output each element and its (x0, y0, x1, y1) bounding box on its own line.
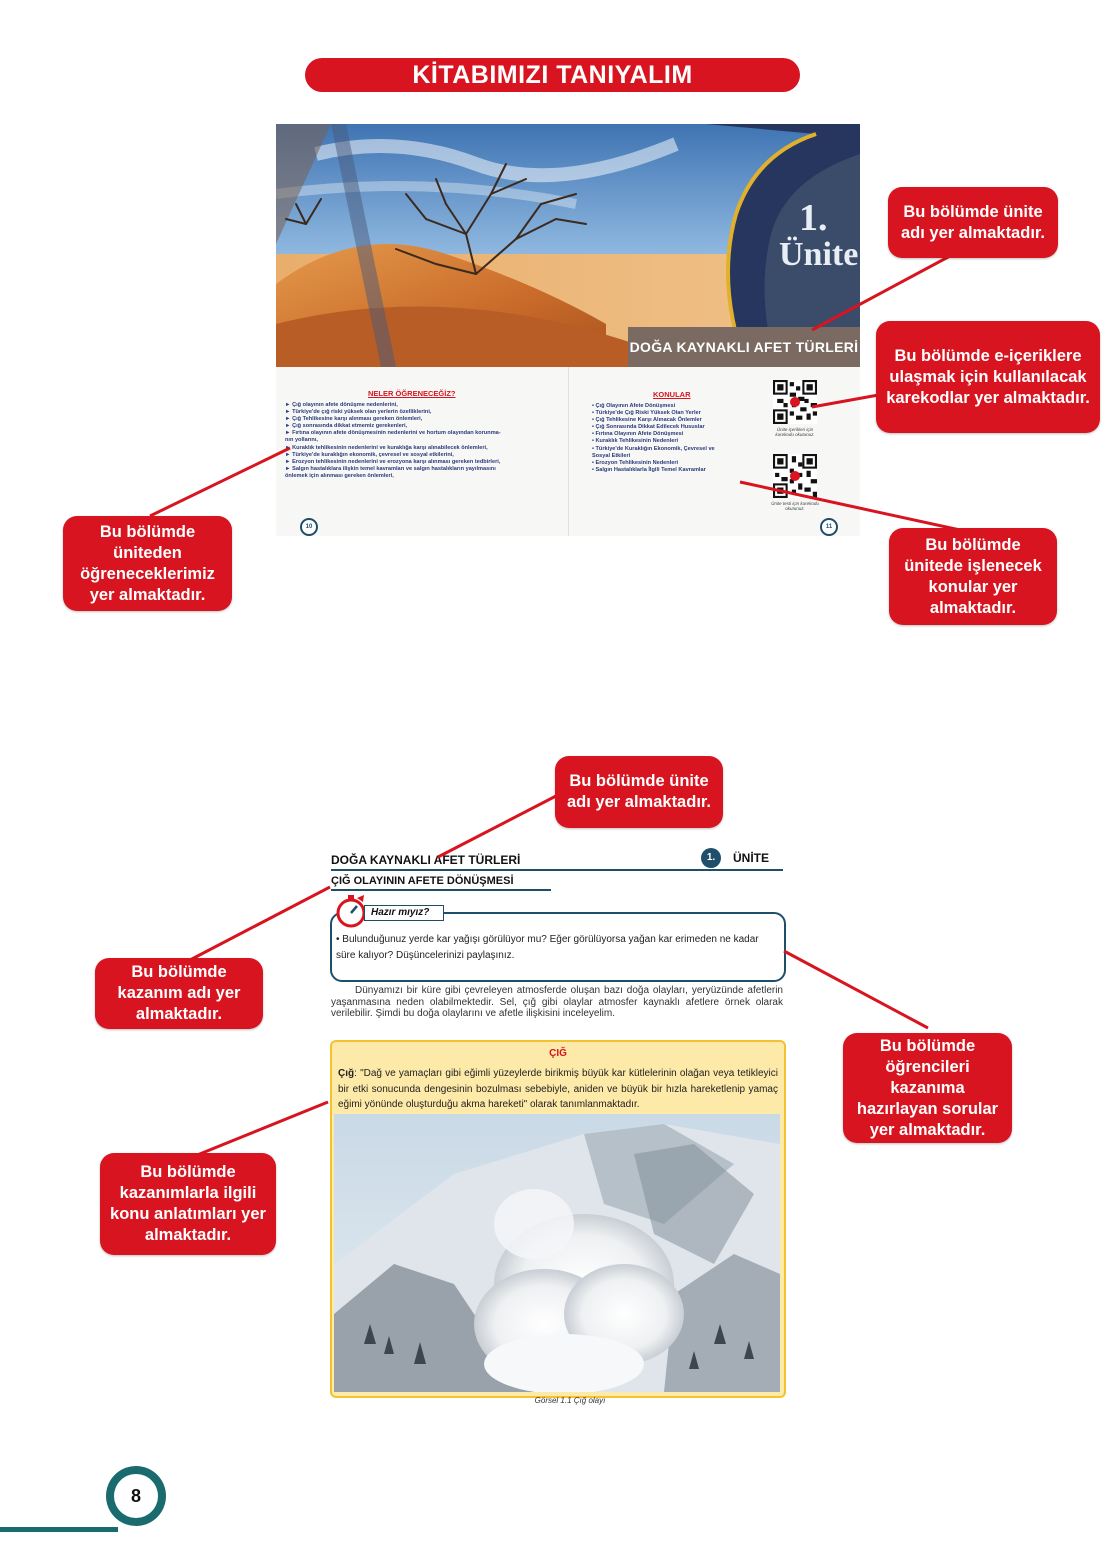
qr-caption: Ünite testi için karekodu okutunuz. (771, 501, 819, 511)
topics-list (592, 403, 715, 474)
list-item: ► Erozyon tehlikesinin nedenlerini ve erozyona karşı alınması gereken tedbirleri, (285, 458, 501, 465)
page-number-left: 10 (300, 518, 318, 536)
unit-label: ÜNİTE (733, 851, 769, 865)
page-number-right: 11 (820, 518, 838, 536)
list-item: • Çığ Sonrasında Dikkat Edilecek Hususlar (592, 424, 705, 431)
callout-prep-questions: Bu bölümde öğrencileri kazanıma hazırlayan sorular yer almaktadır. (843, 1033, 1012, 1143)
callout-qr-codes: Bu bölümde e-içeriklere ulaşmak için kullanılacak karekodlar yer almaktadır. (876, 321, 1100, 433)
divider (331, 889, 551, 891)
page-title: KİTABIMIZI TANIYALIM (305, 58, 800, 92)
unit-title: DOĞA KAYNAKLI AFET TÜRLERİ (331, 853, 521, 867)
list-item: nın yollarını, (285, 437, 318, 444)
list-item: ► Çığ Tehlikesine karşı alınması gereken önlemleri, (285, 416, 423, 423)
qr-caption: Ünite içerikleri için karekodu okutunuz. (775, 427, 815, 437)
unit-word: Ünite (779, 236, 859, 273)
page-number: 8 (114, 1474, 158, 1518)
list-item: • Türkiye'de Kuraklığın Ekonomik, Çevresel ve (592, 445, 715, 452)
learn-heading: NELER ÖĞRENECEĞİZ? (368, 389, 456, 398)
list-item: önlemek için alınması gereken önlemleri, (285, 472, 394, 479)
term: Çığ (338, 1068, 355, 1079)
list-item: • Salgın Hastalıklarla İlgili Temel Kavramlar (592, 466, 706, 473)
qr-code-icon[interactable] (773, 380, 817, 424)
unit-number: 1. (799, 197, 828, 239)
callout-unit-name-page: Bu bölümde ünite adı yer almaktadır. (555, 756, 723, 828)
page-gutter (568, 367, 569, 536)
unit-number-badge: 1. (701, 848, 721, 868)
intro-paragraph: Dünyamızı bir küre gibi çevreleyen atmosferde oluşan bazı doğa olayları, yeryüzünde afetlerin yaşanmasına neden olabilmektedir. Sel, çığ gibi olaylar atmosfer kaynaklı afetlere örnek olarak verilebilir. Şimdi bu doğa olaylarını ve afetle ilişkisini inceleyelim. (331, 985, 783, 1020)
callout-learning-goals: Bu bölümde üniteden öğreneceklerimiz yer almaktadır. (63, 516, 232, 611)
callout-content: Bu bölümde kazanımlarla ilgili konu anlatımları yer almaktadır. (100, 1153, 276, 1255)
content-box (330, 1040, 786, 1398)
list-item: ► Türkiye'de kuraklığın ekonomik, çevresel ve sosyal etkilerini, (285, 451, 454, 458)
callout-unit-name: Bu bölümde ünite adı yer almaktadır. (888, 187, 1058, 258)
unit-banner: DOĞA KAYNAKLI AFET TÜRLERİ (628, 327, 860, 367)
divider (331, 869, 783, 871)
list-item: Sosyal Etkileri (592, 452, 631, 459)
learn-list (285, 402, 501, 480)
kazanim-title: ÇIĞ OLAYININ AFETE DÖNÜŞMESİ (331, 875, 514, 887)
avalanche-photo (334, 1114, 780, 1392)
topics-heading: KONULAR (653, 390, 691, 399)
content-box-title: ÇIĞ (549, 1048, 567, 1059)
readiness-label: Hazır mıyız? (364, 905, 444, 921)
list-item: ► Türkiye'de çığ riski yüksek olan yerlerin özelliklerini, (285, 409, 432, 416)
definition: : "Dağ ve yamaçları gibi eğimli yüzeylerde birikmiş büyük kar kütlelerinin olağan veya tetikleyici bir etki sonucunda dengesinin bozulması sebebiyle, aniden ve büyük bir hızla hareketlenip yamaç eğimi yönünde oluşturduğu akma hareketi" olarak tanımlanmaktadır. (338, 1068, 778, 1110)
callout-kazanim: Bu bölümde kazanım adı yer almaktadır. (95, 958, 263, 1029)
list-item: • Erozyon Tehlikesinin Nedenleri (592, 459, 679, 466)
readiness-question: • Bulunduğunuz yerde kar yağışı görülüyor mu? Eğer görülüyorsa yağan kar erimeden ne kadar süre kalıyor? Düşüncelerinizi paylaşınız. (336, 934, 759, 961)
photo-caption: Görsel 1.1 Çığ olayı (534, 1396, 606, 1405)
list-item: ► Fırtına olayının afete dönüşmesinin nedenlerini ve hortum olayından korunma- (285, 430, 501, 437)
list-item: • Fırtına Olayının Afete Dönüşmesi (592, 431, 684, 438)
qr-code-icon[interactable] (773, 454, 817, 498)
callout-topics: Bu bölümde ünitede işlenecek konular yer almaktadır. (889, 528, 1057, 625)
list-item: ► Salgın hastalıklara ilişkin temel kavramları ve salgın hastalıkların yayılmasını (285, 465, 496, 472)
list-item: • Çığ Olayının Afete Dönüşmesi (592, 403, 676, 409)
list-item: • Çığ Tehlikesine Karşı Alınacak Önlemler (592, 417, 702, 424)
list-item: ► Kuraklık tehlikesinin nedenlerini ve kuraklığa karşı alınabilecek önlemleri, (285, 444, 488, 451)
list-item: • Kuraklık Tehlikesinin Nedenleri (592, 438, 679, 445)
list-item: ► Çığ sonrasında dikkat etmemiz gerekenleri, (285, 423, 408, 430)
list-item: • Türkiye'de Çığ Riski Yüksek Olan Yerler (592, 410, 701, 417)
stopwatch-icon (334, 893, 368, 929)
footer-bar (0, 1527, 118, 1532)
list-item: ► Çığ olayının afete dönüşme nedenlerini, (285, 402, 398, 408)
content-definition (338, 1066, 778, 1113)
unit-opening-spread (276, 124, 860, 536)
